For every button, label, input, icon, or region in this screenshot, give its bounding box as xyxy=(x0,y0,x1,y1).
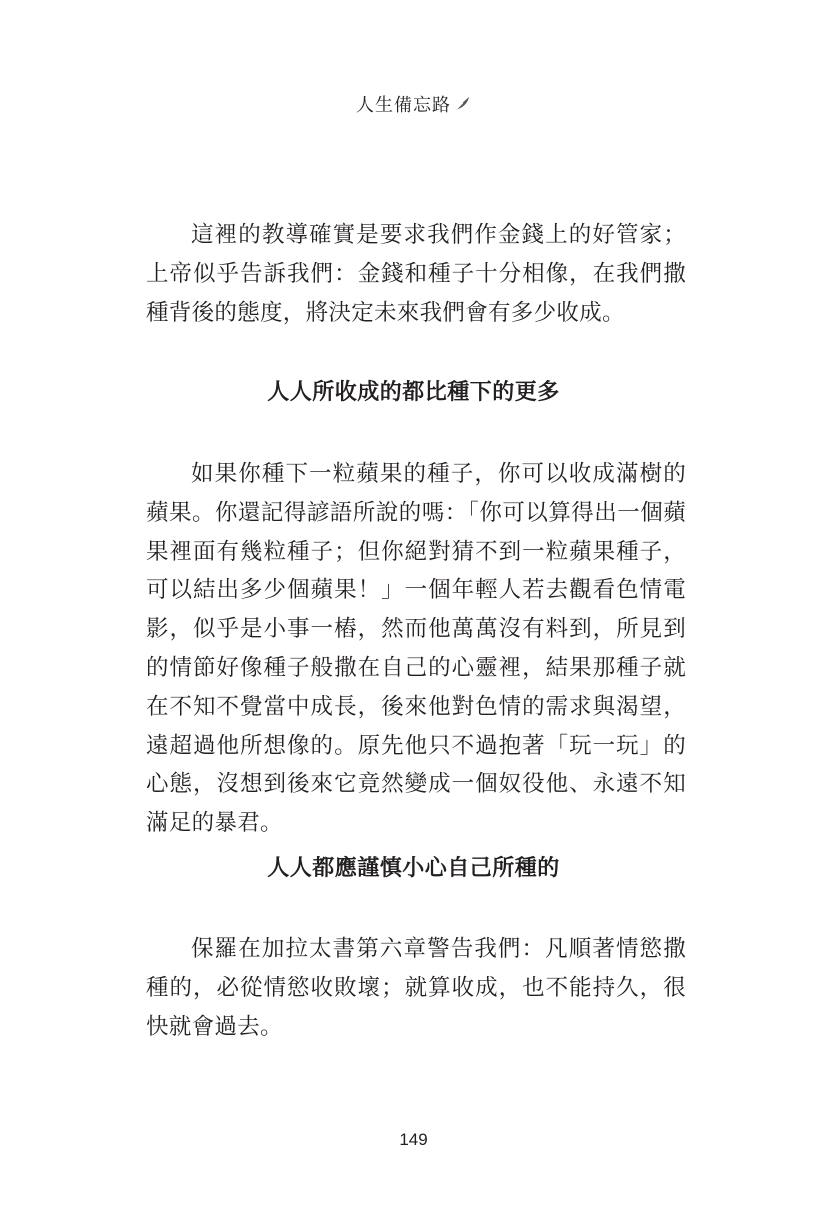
section-heading: 人人所收成的都比種下的更多 xyxy=(267,380,560,405)
feather-quill-icon xyxy=(453,95,471,113)
page-number: 149 xyxy=(399,1130,428,1149)
body-paragraph: 保羅在加拉太書第六章警告我們：凡順著情慾撒種的，必從情慾收敗壞；就算收成，也不能持久，很快就會過去。 xyxy=(146,936,686,1040)
running-header xyxy=(0,94,827,118)
running-title: 人生備忘路 xyxy=(356,95,451,116)
section-heading: 人人都應謹慎小心自己所種的 xyxy=(267,856,560,881)
body-paragraph: 如果你種下一粒蘋果的種子，你可以收成滿樹的蘋果。你還記得諺語所說的嗎：「你可以算得出一個蘋果裡面有幾粒種子；但你絕對猜不到一粒蘋果種子，可以結出多少個蘋果！」一個年輕人若去觀看色情電影，似乎是小事一樁，然而他萬萬沒有料到，所見到的情節好像種子般撒在自己的心靈裡，結果那種子就在不知不覺當中成長，後來他對色情的需求與渴望，遠超過他所想像的。原先他只不過抱著「玩一玩」的心態，沒想到後來它竟然變成一個奴役他、永遠不知滿足的暴君。 xyxy=(146,461,686,837)
body-paragraph: 這裡的教導確實是要求我們作金錢上的好管家；上帝似乎告訴我們：金錢和種子十分相像，在我們撒種背後的態度，將決定未來我們會有多少收成。 xyxy=(146,222,686,326)
